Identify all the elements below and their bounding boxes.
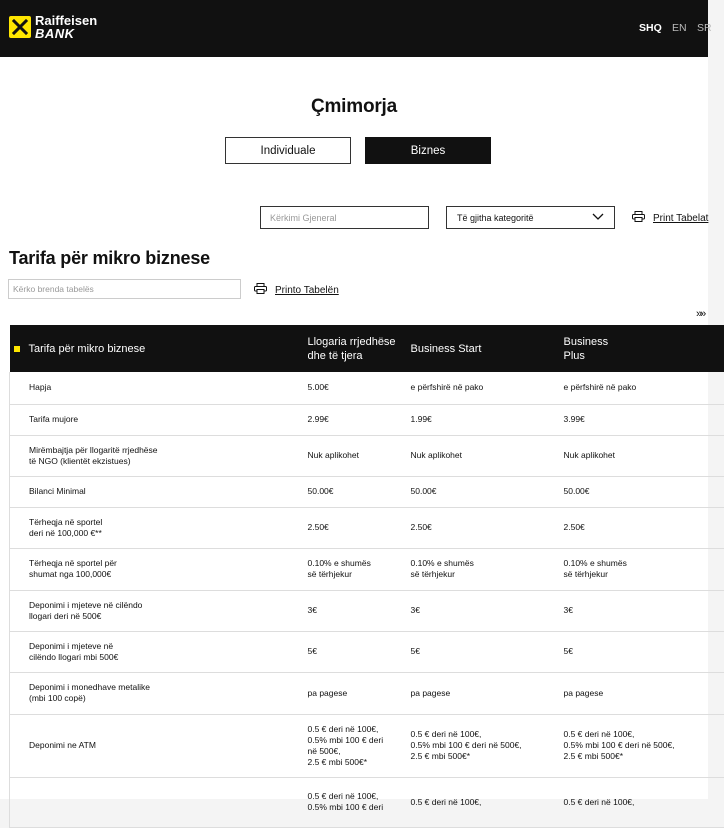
category-select[interactable] <box>446 206 615 229</box>
row-label: Hapja <box>10 372 308 404</box>
cell-business-start: e përfshirë në pako <box>411 372 564 404</box>
print-tables-link[interactable] <box>632 211 708 225</box>
row-label: Deponimi i mjeteve në cilëndo llogari mbi 500€ <box>10 631 308 672</box>
cell-current-account: 5€ <box>308 631 411 672</box>
table-row <box>10 672 724 714</box>
row-label: Deponimi i mjeteve në cilëndo llogari deri në 500€ <box>10 590 308 631</box>
cell-business-plus: e përfshirë në pako <box>564 372 724 404</box>
cell-business-plus: 50.00€ <box>564 476 724 507</box>
table-search-input[interactable] <box>8 279 241 299</box>
table-row <box>10 435 724 476</box>
table-row <box>10 476 724 507</box>
general-search-input[interactable] <box>260 206 429 229</box>
row-label: Tërheqja në sportel deri në 100,000 €** <box>10 507 308 548</box>
cell-business-plus: 3€ <box>564 590 724 631</box>
section-title: Tarifa për mikro biznese <box>9 248 210 268</box>
row-label: Tërheqja në sportel për shumat nga 100,000€ <box>10 548 308 590</box>
cell-business-start: 1.99€ <box>411 404 564 435</box>
column-header-business-plus: Business Plus <box>564 325 724 372</box>
cell-business-start: 0.5 € deri në 100€, <box>411 777 564 827</box>
cell-current-account: 2.99€ <box>308 404 411 435</box>
raiffeisen-gable-icon <box>9 16 31 38</box>
scroll-right-icon[interactable]: »» <box>696 308 705 320</box>
cell-current-account: 50.00€ <box>308 476 411 507</box>
cell-business-plus: 2.50€ <box>564 507 724 548</box>
language-sr[interactable]: SR <box>697 22 712 34</box>
row-label: Deponimi ne ATM <box>10 714 308 777</box>
cell-current-account: Nuk aplikohet <box>308 435 411 476</box>
table-row <box>10 404 724 435</box>
cell-current-account: 0.10% e shumës së tërhjekur <box>308 548 411 590</box>
cell-business-start: 0.10% e shumës së tërhjekur <box>411 548 564 590</box>
row-label: Deponimi i monedhave metalike (mbi 100 copë) <box>10 672 308 714</box>
cell-current-account: 2.50€ <box>308 507 411 548</box>
cell-current-account: 0.5 € deri në 100€, 0.5% mbi 100 € deri <box>308 777 411 827</box>
cell-business-start: 0.5 € deri në 100€, 0.5% mbi 100 € deri në 500€, 2.5 € mbi 500€* <box>411 714 564 777</box>
cell-current-account: 3€ <box>308 590 411 631</box>
table-row <box>10 631 724 672</box>
cell-business-plus: 0.5 € deri në 100€, 0.5% mbi 100 € deri në 500€, 2.5 € mbi 500€* <box>564 714 724 777</box>
cell-business-plus: 0.10% e shumës së tërhjekur <box>564 548 724 590</box>
language-shq[interactable]: SHQ <box>639 22 662 34</box>
printer-icon <box>632 211 645 225</box>
category-select-value: Të gjitha kategoritë <box>457 212 534 223</box>
top-navigation-bar <box>0 0 712 57</box>
cell-current-account: pa pagese <box>308 672 411 714</box>
cell-current-account: 0.5 € deri në 100€, 0.5% mbi 100 € deri në 500€, 2.5 € mbi 500€* <box>308 714 411 777</box>
language-en[interactable]: EN <box>672 22 687 34</box>
print-table-label: Printo Tabelën <box>275 284 339 296</box>
table-row <box>10 507 724 548</box>
brand-name: Raiffeisen <box>35 13 98 28</box>
table-row <box>10 590 724 631</box>
table-row <box>10 777 724 827</box>
cell-business-plus: 0.5 € deri në 100€, <box>564 777 724 827</box>
cell-business-plus: 3.99€ <box>564 404 724 435</box>
printer-icon <box>254 283 267 297</box>
raiffeisen-logo[interactable] <box>9 14 97 40</box>
cell-business-start: 2.50€ <box>411 507 564 548</box>
print-table-link[interactable] <box>254 283 339 297</box>
cell-business-start: 50.00€ <box>411 476 564 507</box>
cell-business-plus: pa pagese <box>564 672 724 714</box>
table-header-row <box>10 325 724 372</box>
cell-business-plus: Nuk aplikohet <box>564 435 724 476</box>
table-row <box>10 548 724 590</box>
chevron-down-icon <box>592 213 604 223</box>
row-label <box>10 777 308 827</box>
cell-business-plus: 5€ <box>564 631 724 672</box>
print-tables-label: Print Tabelat <box>653 212 709 224</box>
column-header-business-start: Business Start <box>411 325 564 372</box>
bullet-icon <box>14 346 20 352</box>
cell-business-start: pa pagese <box>411 672 564 714</box>
table-row <box>10 714 724 777</box>
cell-business-start: 5€ <box>411 631 564 672</box>
page-title: Çmimorja <box>310 96 398 117</box>
cell-business-start: Nuk aplikohet <box>411 435 564 476</box>
business-tab[interactable]: Biznes <box>365 137 491 164</box>
individual-tab[interactable]: Individuale <box>225 137 351 164</box>
row-label: Tarifa mujore <box>10 404 308 435</box>
row-label: Mirëmbajtja për llogaritë rrjedhëse të NGO (klientët ekzistues) <box>10 435 308 476</box>
brand-subname: BANK <box>35 26 75 41</box>
column-header-current-account: Llogaria rrjedhëse dhe të tjera <box>308 325 411 372</box>
row-label: Bilanci Minimal <box>10 476 308 507</box>
fees-table <box>9 325 724 828</box>
cell-current-account: 5.00€ <box>308 372 411 404</box>
column-header-fee: Tarifa për mikro biznese <box>10 325 308 372</box>
table-row <box>10 372 724 404</box>
cell-business-start: 3€ <box>411 590 564 631</box>
